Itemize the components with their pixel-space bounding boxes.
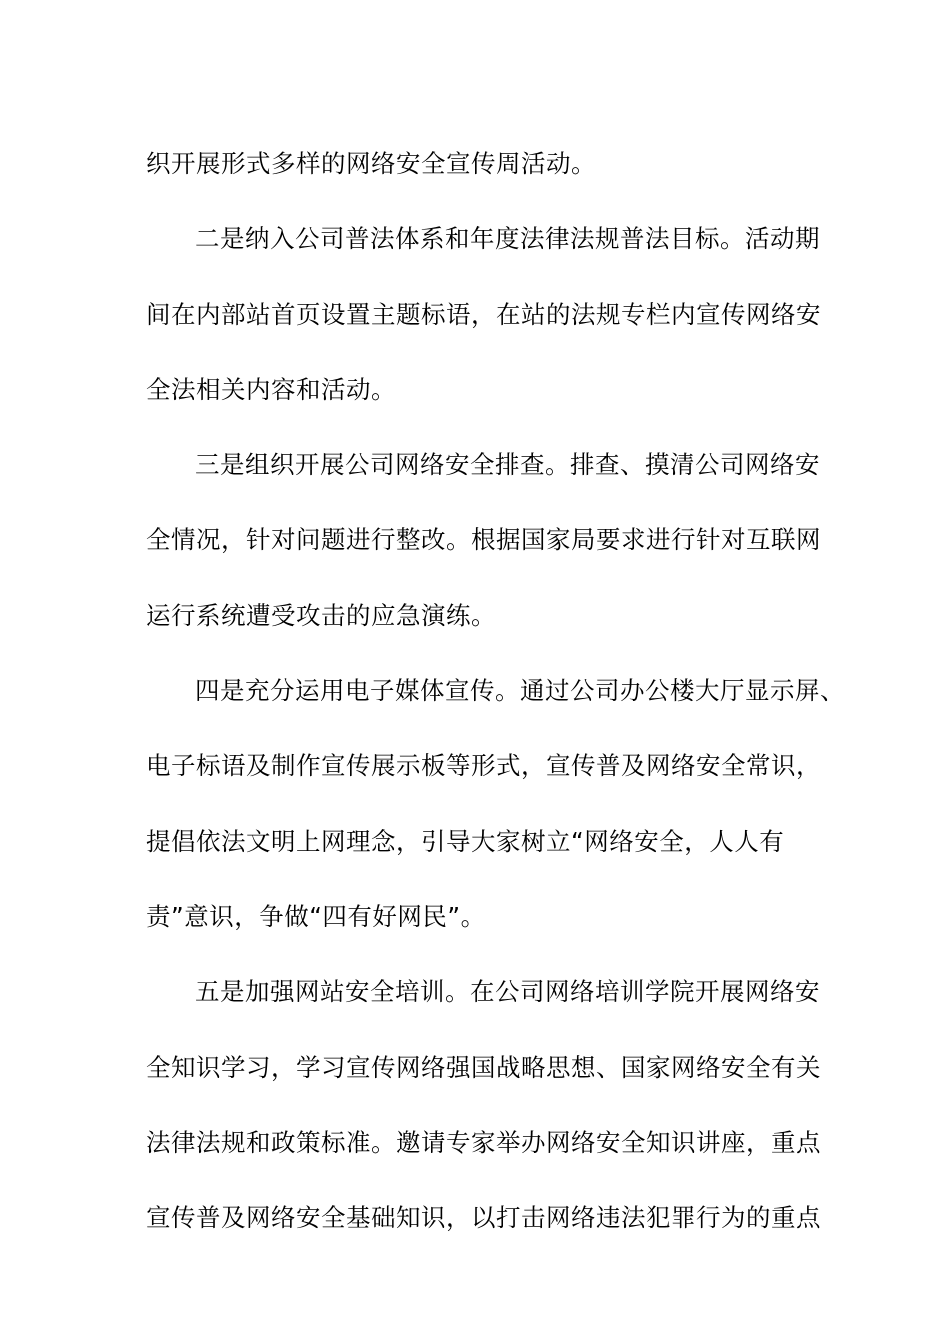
text-line: 运行系统遭受攻击的应急演练。 xyxy=(146,600,496,630)
text-line: 全情况，针对问题进行整改。根据国家局要求进行针对互联网 xyxy=(146,525,821,555)
text-line-paragraph-start: 五是加强网站安全培训。在公司网络培训学院开展网络安 xyxy=(195,977,820,1007)
text-line-paragraph-start: 二是纳入公司普法体系和年度法律法规普法目标。活动期 xyxy=(195,224,820,254)
text-line-paragraph-start: 三是组织开展公司网络安全排查。排查、摸清公司网络安 xyxy=(195,450,820,480)
text-line: 法律法规和政策标准。邀请专家举办网络安全知识讲座，重点 xyxy=(146,1127,821,1157)
text-line: 宣传普及网络安全基础知识，以打击网络违法犯罪行为的重点 xyxy=(146,1203,821,1233)
text-line: 全知识学习，学习宣传网络强国战略思想、国家网络安全有关 xyxy=(146,1052,821,1082)
text-line: 电子标语及制作宣传展示板等形式，宣传普及网络安全常识， xyxy=(146,751,821,781)
text-line: 提倡依法文明上网理念，引导大家树立“网络安全，人人有 xyxy=(146,826,785,856)
body-text xyxy=(146,126,845,1255)
text-line: 间在内部站首页设置主题标语，在站的法规专栏内宣传网络安 xyxy=(146,299,821,329)
text-line: 责”意识，争做“四有好网民”。 xyxy=(146,901,486,931)
text-line: 织开展形式多样的网络安全宣传周活动。 xyxy=(146,149,596,178)
text-line: 全法相关内容和活动。 xyxy=(146,374,396,404)
text-line-paragraph-start: 四是充分运用电子媒体宣传。通过公司办公楼大厅显示屏、 xyxy=(195,676,845,706)
